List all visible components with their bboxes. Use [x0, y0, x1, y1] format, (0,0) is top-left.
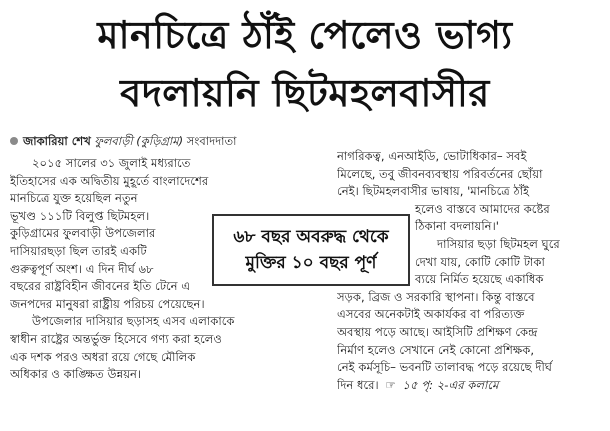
- headline-line-1: মানচিত্রে ঠাঁই পেলেও ভাগ্য: [97, 13, 513, 57]
- text-line: কুড়িগ্রামের ফুলবাড়ী উপজেলার: [10, 226, 156, 241]
- byline: [10, 132, 310, 150]
- text-line: অধিকার ও কাঙ্ক্ষিত উন্নয়ন।: [10, 367, 142, 382]
- text-line: স্বাধীন রাষ্ট্রের অন্তর্ভুক্ত হিসেবে গণ্য করা হলেও: [10, 331, 222, 346]
- text-line: সড়ক, ব্রিজ ও সরকারি স্থাপনা। কিন্তু বাস্তবে: [337, 289, 535, 304]
- last-line-text: দিন ধরে।: [337, 377, 379, 392]
- byline-role: সংবাদদাতা: [186, 134, 237, 148]
- bullet-icon: [10, 137, 18, 145]
- text-line: নেই। ছিটমহলবাসীর ভাষায়, 'মানচিত্রে ঠাঁই: [337, 184, 530, 199]
- text-line: ভূখণ্ড ১১১টি বিলুপ্ত ছিটমহল।: [10, 208, 150, 223]
- text-line: উপজেলার দাসিয়ার ছড়াসহ এসব এলাকাকে: [32, 314, 235, 329]
- text-line: নাগরিকত্ব, এনআইডি, ভোটাধিকার– সবই: [337, 149, 527, 163]
- article-right-column: [337, 148, 599, 394]
- byline-place: ফুলবাড়ী (কুড়িগ্রাম): [94, 134, 184, 148]
- highlight-line-1: ৬৮ বছর অবরুদ্ধ থেকে: [233, 227, 389, 247]
- text-line: ঠিকানা বদলায়নি।': [415, 219, 499, 234]
- text-line: দাসিয়ার ছড়া ছিটমহল ঘুরে: [437, 236, 560, 251]
- text-line: বছরের রাষ্ট্রবিহীন জীবনের ইতি টেনে এ: [10, 279, 191, 294]
- headline-line-2: বদলায়নি ছিটমহলবাসীর: [120, 71, 490, 115]
- text-line: ব্যয়ে নির্মিত হয়েছে একাধিক: [415, 272, 544, 287]
- text-line: অবস্থায় পড়ে আছে। আইসিটি প্রশিক্ষণ কেন্দ্র: [337, 324, 538, 339]
- text-line: এক দশক পরও অধরা রয়ে গেছে মৌলিক: [10, 349, 196, 364]
- text-line: নেই কর্মসূচি– ভবনটি তালাবদ্ধ পড়ে রয়েছে দীর্ঘ: [337, 360, 552, 375]
- text-line: হলেও বাস্তবে আমাদের কষ্টের: [415, 201, 550, 216]
- text-line: মিলেছে, তবু জীবনব্যবস্থায় পরিবর্তনের ছোঁয়া: [337, 166, 543, 181]
- text-line: এসবের অনেকটাই অকার্যকর বা পরিত্যক্ত: [337, 307, 525, 322]
- continuation-link[interactable]: ১৫ পৃ: ২-এর কলামে: [402, 377, 499, 392]
- highlight-line-2: মুক্তির ১০ বছর পূর্ণ: [245, 253, 377, 273]
- pointing-hand-icon: ☞: [385, 377, 396, 392]
- text-line: গুরুত্বপূর্ণ অংশ। এ দিন দীর্ঘ ৬৮: [10, 261, 154, 276]
- text-line: দাসিয়ারছড়া ছিল তারই একটি: [10, 243, 147, 258]
- text-line: নির্মাণ হলেও সেখানে নেই কোনো প্রশিক্ষক,: [337, 342, 535, 357]
- text-line: ইতিহাসের এক অদ্বিতীয় মুহূর্তে বাংলাদেশের: [10, 173, 209, 188]
- text-line: ২০১৫ সালের ৩১ জুলাই মধ্যরাতে: [32, 156, 191, 170]
- text-line: মানচিত্রে যুক্ত হয়েছিল নতুন: [10, 191, 138, 206]
- text-line: দেখা যায়, কোটি কোটি টাকা: [415, 254, 545, 269]
- text-line: জনপদের মানুষরা রাষ্ট্রীয় পরিচয় পেয়েছেন।: [10, 296, 205, 311]
- byline-author: জাকারিয়া শেখ: [23, 134, 91, 148]
- last-line: [337, 377, 599, 395]
